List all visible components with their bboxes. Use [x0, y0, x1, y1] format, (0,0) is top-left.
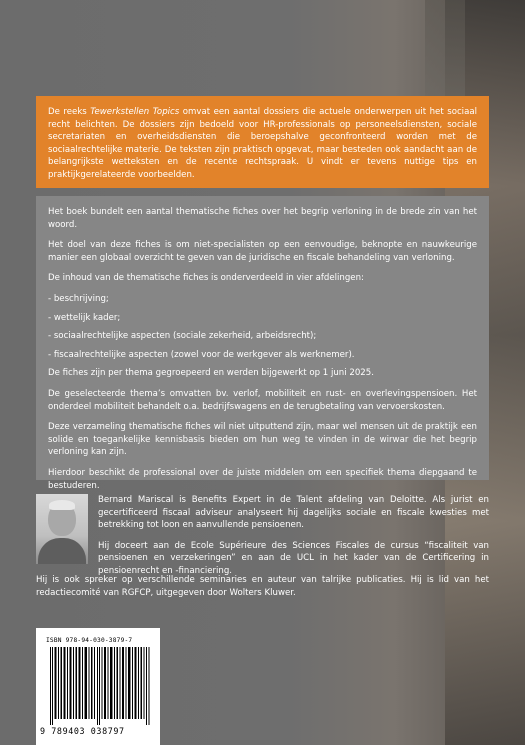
isbn-label: ISBN 978-94-030-3879-7 — [46, 637, 133, 644]
background-photo-detail — [425, 0, 465, 110]
author-bio-3: Hij is ook spreker op verschillende seminaries en auteur van talrijke publicaties. Hij is lid van het redactiecomité van RGFCP, uitgegeven door Wolters Kluwer. — [36, 575, 489, 598]
series-name: Tewerkstellen Topics — [90, 107, 180, 117]
summary-rest: omvat een aantal dossiers die actuele onderwerpen uit het sociaal recht belichten. De dossiers zijn bedoeld voor HR-professionals op personeelsdiensten, sociale secretariaten en overheidsdiensten die beroepshalve geconfronteerd worden met de sociaalrechtelijke materie. De teksten zijn praktisch opgevat, maar besteden ook aandacht aan de belangrijkste wetteksten en de recente rechtspraak. U vindt er tevens nuttige tips en praktijkgerelateerde voorbeelden. — [48, 107, 477, 180]
author-bio — [98, 494, 489, 578]
barcode-icon — [50, 647, 150, 725]
author-bio-1: Bernard Mariscal is Benefits Expert in de Talent afdeling van Deloitte. Als jurist en gecertificeerd fiscaal adviseur analyseert hij dagelijks sociale en fiscale kwesties met betrekking tot loon en aanvullende pensioenen. — [98, 495, 489, 531]
author-bio-2: Hij doceert aan de Ecole Supérieure des Sciences Fiscales de cursus “fiscaliteit van pensioenen en verzekeringen” en aan de UCL in het kader van de Certificering in pensioenrecht en -financiering. — [98, 540, 489, 576]
description-para-2: Het doel van deze fiches is om niet-specialisten op een eenvoudige, beknopte en nauwkeurige manier een globaal overzicht te geven van de juridische en fiscale behandeling van verloning. — [48, 240, 477, 263]
description-para-5: De geselecteerde thema’s omvatten bv. verlof, mobiliteit en rust- en overlevingspensioen. Het onderdeel mobiliteit behandelt o.a. bedrijfswagens en de terugbetaling van vervoerskosten. — [48, 388, 477, 412]
author-section — [36, 494, 489, 598]
author-photo — [36, 494, 88, 564]
description-bullet: - fiscaalrechtelijke aspecten (zowel voor de werkgever als werknemer). — [48, 349, 355, 360]
description-para-6: Deze verzameling thematische fiches wil niet uitputtend zijn, maar wel mensen uit de praktijk een solide en toegankelijke kennisbasis bieden om hun weg te vinden in de wirwar die het begrip verloning kan zijn. — [48, 422, 477, 458]
isbn-barcode-box — [36, 628, 160, 745]
description-para-7: Hierdoor beschikt de professional over de juiste middelen om een specifiek thema diepgaand te bestuderen. — [48, 467, 477, 491]
description-para-1: Het boek bundelt een aantal thematische fiches over het begrip verloning in de brede zin van het woord. — [48, 207, 477, 230]
isbn-digits: 9 789403 038797 — [40, 726, 125, 736]
description-bullet: - beschrijving; — [48, 293, 109, 304]
description-para-4: De fiches zijn per thema gegroepeerd en werden bijgewerkt op 1 juni 2025. — [48, 368, 374, 379]
description-para-3: De inhoud van de thematische fiches is onderverdeeld in vier afdelingen: — [48, 273, 364, 284]
summary-prefix: De reeks — [48, 107, 91, 117]
book-description-box — [36, 196, 489, 491]
series-summary-box — [36, 96, 489, 188]
description-bullet: - sociaalrechtelijke aspecten (sociale zekerheid, arbeidsrecht); — [48, 331, 317, 342]
description-bullet: - wettelijk kader; — [48, 312, 121, 323]
series-summary-text — [48, 106, 477, 182]
